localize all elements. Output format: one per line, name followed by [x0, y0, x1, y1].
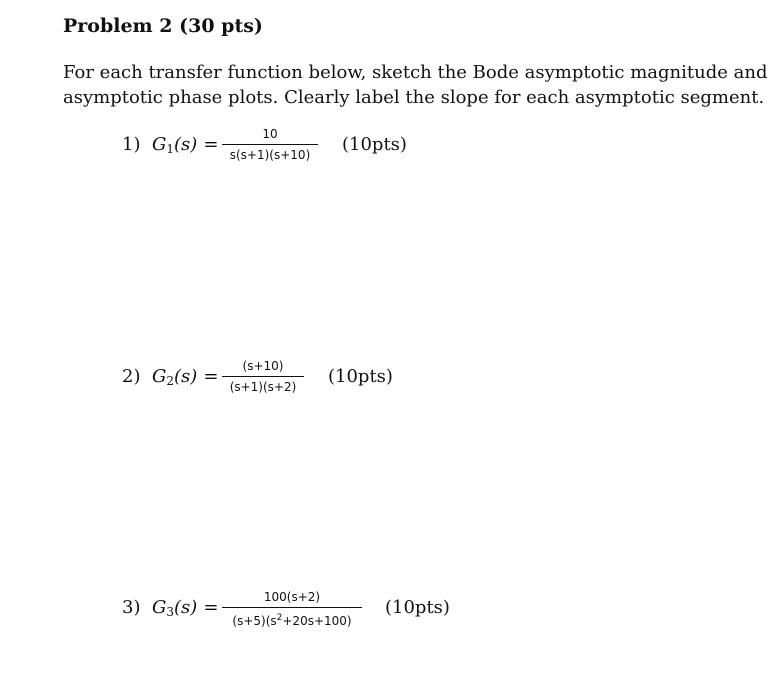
equals-sign: = — [203, 597, 219, 618]
denominator — [222, 608, 362, 629]
instructions-line-2: asymptotic phase plots. Clearly label the slope for each asymptotic segment. — [63, 87, 765, 108]
fraction — [222, 126, 318, 163]
denominator-exponent: 2 — [276, 613, 283, 623]
problem-title: Problem 2 (30 pts) — [63, 15, 263, 37]
problem-number: 2) — [122, 366, 141, 387]
transfer-function-lhs — [152, 597, 218, 619]
function-subscript: 1 — [166, 142, 175, 156]
equals-sign: = — [203, 366, 219, 387]
points-label: (10pts) — [342, 134, 407, 155]
denominator-part-2: +20s+100) — [282, 614, 352, 628]
points-label: (10pts) — [385, 597, 450, 618]
numerator: (s+10) — [242, 359, 284, 373]
function-argument: (s) — [174, 134, 198, 155]
instructions-line-1: For each transfer function below, sketch the Bode asymptotic magnitude and — [63, 62, 768, 83]
fraction — [222, 589, 362, 629]
function-subscript: 2 — [166, 374, 175, 388]
points-label: (10pts) — [328, 366, 393, 387]
fraction — [222, 358, 304, 395]
transfer-function-lhs — [152, 366, 218, 388]
problem-number: 1) — [122, 134, 141, 155]
function-argument: (s) — [174, 366, 198, 387]
numerator: 100(s+2) — [263, 590, 321, 604]
equals-sign: = — [203, 134, 219, 155]
function-letter: G — [152, 134, 167, 155]
denominator-part-1: (s+5)(s — [232, 614, 277, 628]
instructions — [63, 60, 768, 110]
function-subscript: 3 — [166, 605, 175, 619]
problem-number: 3) — [122, 597, 141, 618]
denominator: s(s+1)(s+10) — [229, 148, 311, 162]
function-argument: (s) — [174, 597, 198, 618]
function-letter: G — [152, 597, 167, 618]
transfer-function-lhs — [152, 134, 218, 156]
numerator: 10 — [262, 127, 278, 141]
function-letter: G — [152, 366, 167, 387]
denominator: (s+1)(s+2) — [229, 380, 297, 394]
